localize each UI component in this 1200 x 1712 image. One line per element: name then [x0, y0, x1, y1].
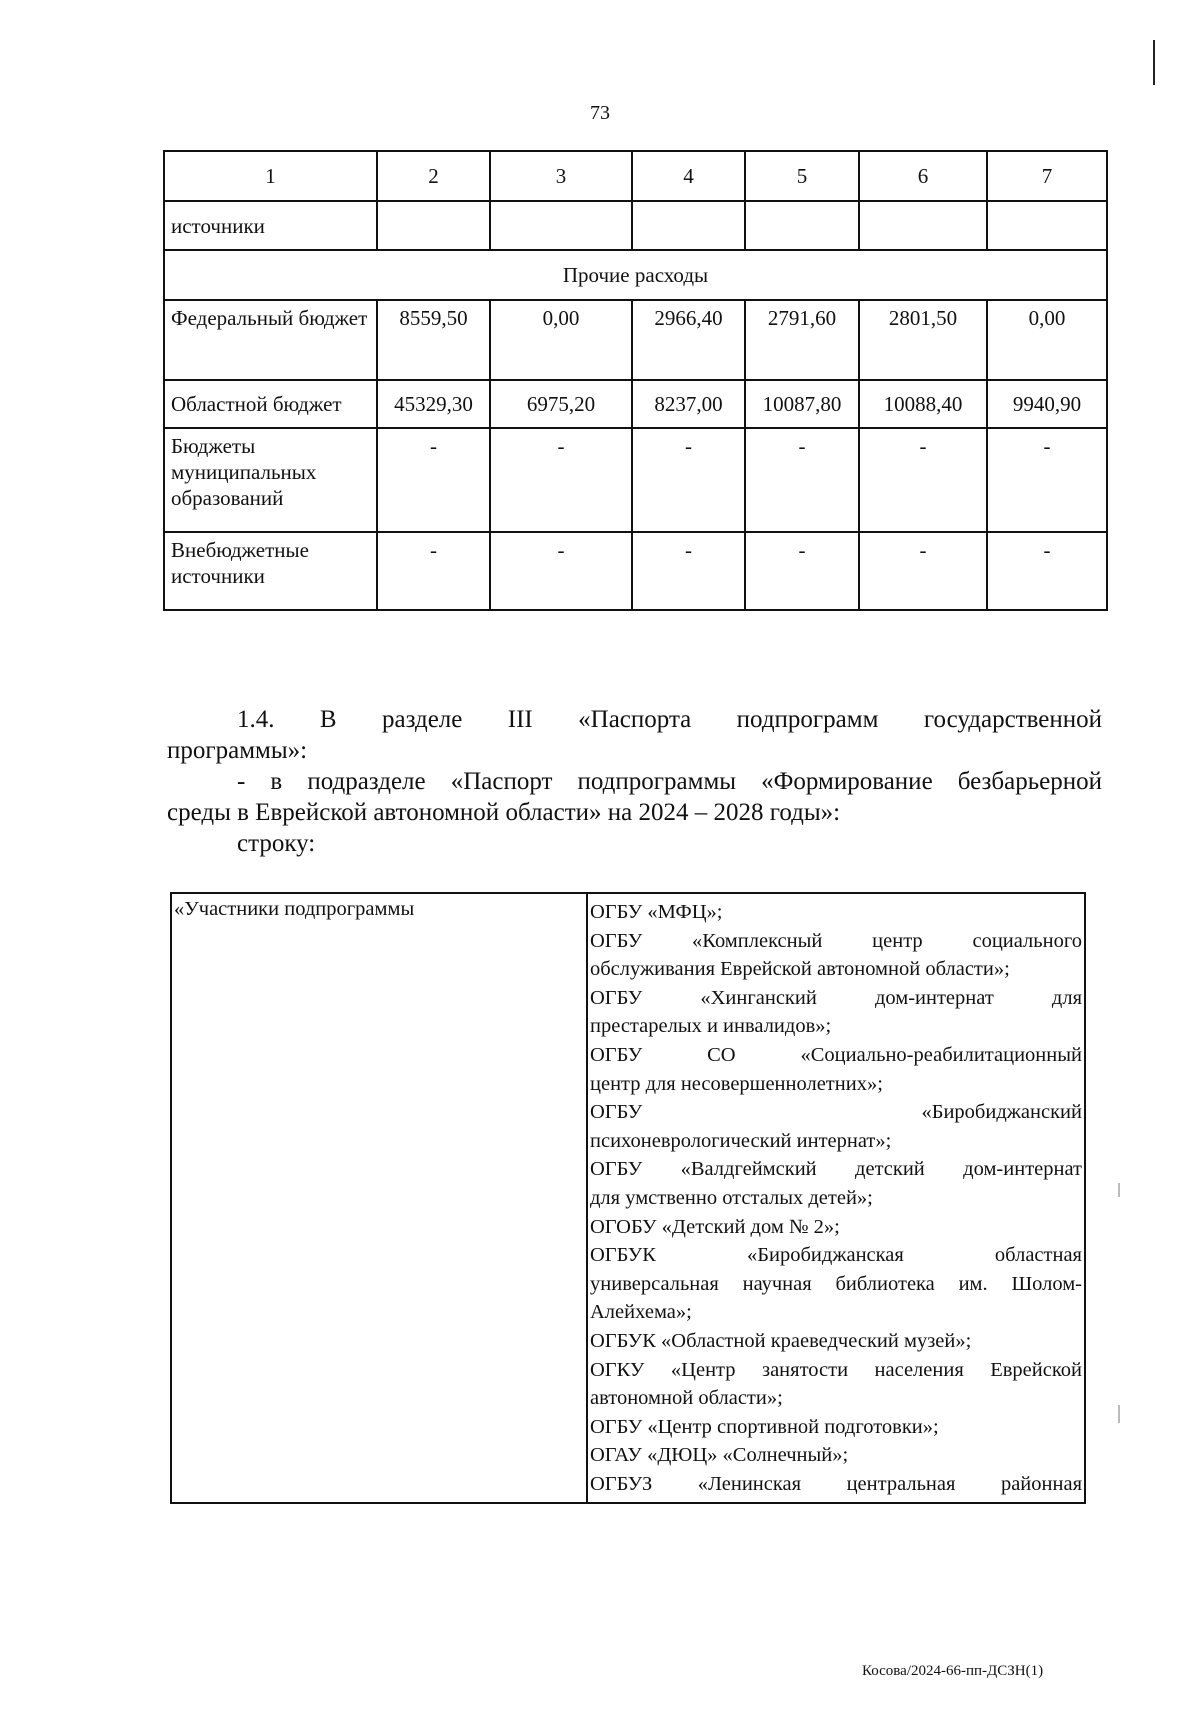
table-cell: 45329,30 [377, 380, 490, 428]
document-footer: Косова/2024-66-пп-ДСЗН(1) [862, 1663, 1044, 1679]
row-label: Внебюджетные источники [164, 532, 377, 610]
participant-line: обслуживания Еврейской автономной области»; [590, 958, 1010, 981]
participant-line: ОГБУК «Биробиджанская областная [590, 1244, 1082, 1267]
table-cell: - [987, 532, 1107, 610]
paragraph-line-5: строку: [237, 830, 316, 857]
passport-participants [587, 893, 1085, 1503]
participant-line: автономной области»; [590, 1387, 783, 1410]
participant-line: ОГБУ «Комплексный центр социального [590, 929, 1082, 952]
table-cell: - [987, 428, 1107, 532]
participant-line: ОГАУ «ДЮЦ» «Солнечный»; [590, 1444, 849, 1467]
column-header: 4 [632, 151, 745, 201]
participants-list [590, 898, 1082, 1498]
table-cell: 2966,40 [632, 300, 745, 380]
paragraph-word: В [319, 706, 337, 733]
table-cell: 2801,50 [859, 300, 987, 380]
column-header: 2 [377, 151, 490, 201]
column-header: 1 [164, 151, 377, 201]
column-header: 6 [859, 151, 987, 201]
table-cell: - [490, 532, 632, 610]
participant-line: ОГКУ «Центр занятости населения Еврейской [590, 1358, 1082, 1381]
table-cell: 0,00 [987, 300, 1107, 380]
paragraph-word: государственной [923, 706, 1102, 733]
participant-line: ОГБУ «Хинганский дом-интернат для [590, 986, 1082, 1009]
table-cell: - [859, 428, 987, 532]
participant-line: ОГБУ СО «Социально-реабилитационный [590, 1043, 1082, 1066]
table-row [164, 532, 1107, 610]
row-label: источники [164, 201, 377, 250]
page-number: 73 [590, 102, 610, 124]
table-cell: 10087,80 [745, 380, 859, 428]
participant-line: ОГБУ «МФЦ»; [590, 901, 723, 923]
table-row [164, 201, 1107, 250]
table-cell: - [490, 428, 632, 532]
paragraph-word: 1.4. [237, 706, 275, 733]
paragraph-word: III [507, 706, 533, 733]
paragraph-line-2: программы»: [167, 737, 308, 764]
table-cell: 9940,90 [987, 380, 1107, 428]
table-cell: - [632, 532, 745, 610]
participant-line: для умственно отсталых детей»; [590, 1186, 873, 1209]
table-cell: 8559,50 [377, 300, 490, 380]
section-row [164, 250, 1107, 300]
table-cell: - [377, 532, 490, 610]
participant-line: ОГБУЗ «Ленинская центральная районная [590, 1472, 1082, 1495]
table-row [164, 300, 1107, 380]
section-title: Прочие расходы [164, 250, 1107, 300]
paragraph-line-3: - в подразделе «Паспорт подпрограммы «Формирование безбарьерной [237, 768, 1102, 795]
scan-speck [1118, 1183, 1120, 1197]
table-row [164, 428, 1107, 532]
table-header-row [164, 151, 1107, 201]
participant-line: ОГБУК «Областной краеведческий музей»; [590, 1329, 972, 1352]
paragraph-word: подпрограмм [736, 706, 879, 733]
table-cell: - [377, 428, 490, 532]
passport-table [170, 892, 1086, 1504]
table-cell: 10088,40 [859, 380, 987, 428]
paragraph-word: «Паспорта [578, 706, 692, 733]
table-cell: 2791,60 [745, 300, 859, 380]
table-row [164, 380, 1107, 428]
participant-line: ОГБУ «Центр спортивной подготовки»; [590, 1415, 939, 1438]
column-header: 3 [490, 151, 632, 201]
passport-label: «Участники подпрограммы [171, 893, 587, 1503]
row-label: Областной бюджет [164, 380, 377, 428]
participant-line: ОГБУ «Биробиджанский [590, 1101, 1082, 1124]
participant-line: ОГОБУ «Детский дом № 2»; [590, 1215, 840, 1238]
participant-line: Алейхема»; [590, 1301, 692, 1324]
paragraph-line-1 [167, 704, 1102, 735]
participant-line: психоневрологический интернат»; [590, 1129, 892, 1152]
paragraph-line-4: среды в Еврейской автономной области» на 2024 – 2028 годы»: [167, 799, 841, 826]
table-cell: - [745, 428, 859, 532]
participant-line: ОГБУ «Валдгеймский детский дом-интернат [590, 1158, 1082, 1181]
scan-speck [1118, 1405, 1120, 1423]
scan-edge-mark [1153, 40, 1155, 85]
budget-table [163, 150, 1108, 611]
table-cell: 8237,00 [632, 380, 745, 428]
table-row [171, 893, 1085, 1503]
table-cell: 6975,20 [490, 380, 632, 428]
row-label: Бюджеты муниципальных образований [164, 428, 377, 532]
participant-line: универсальная научная библиотека им. Шолом- [590, 1272, 1082, 1295]
table-cell: - [632, 428, 745, 532]
participant-line: престарелых и инвалидов»; [590, 1015, 832, 1038]
table-cell: - [859, 532, 987, 610]
column-header: 5 [745, 151, 859, 201]
table-cell: 0,00 [490, 300, 632, 380]
participant-line: центр для несовершеннолетних»; [590, 1072, 883, 1095]
table-cell: - [745, 532, 859, 610]
column-header: 7 [987, 151, 1107, 201]
row-label: Федеральный бюджет [164, 300, 377, 380]
paragraph-word: разделе [381, 706, 463, 733]
